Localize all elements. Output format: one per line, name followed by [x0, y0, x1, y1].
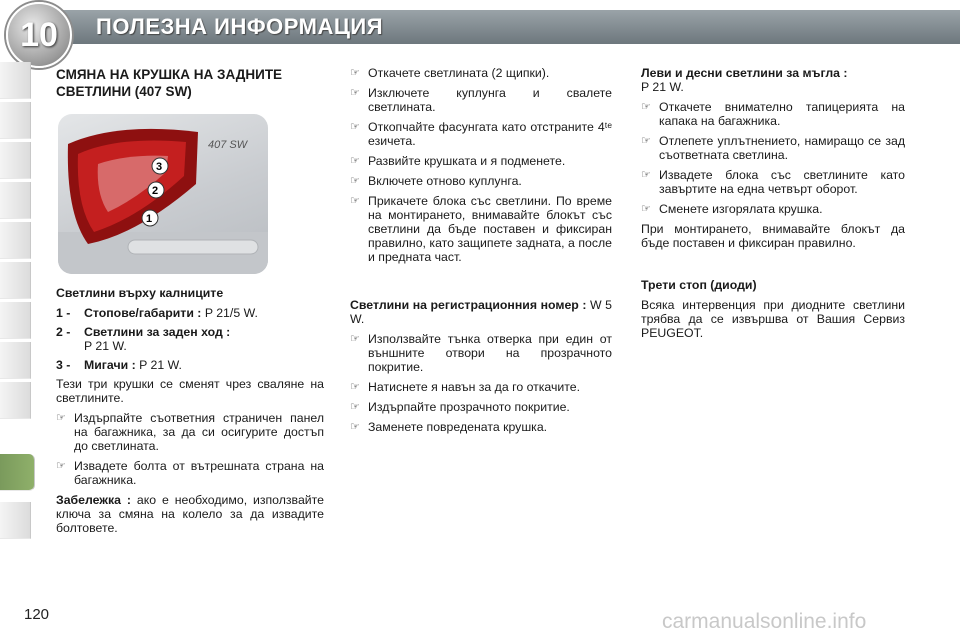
model-badge: 407 SW — [208, 139, 248, 151]
section-heading: Светлини на регистрационния номер : W 5 W. — [350, 298, 613, 326]
chapter-title: ПОЛЕЗНА ИНФОРМАЦИЯ — [96, 14, 384, 39]
pointing-hand-icon: ☞ — [350, 121, 360, 133]
pointing-hand-icon: ☞ — [350, 381, 360, 393]
tail-light-illustration — [58, 114, 268, 274]
list-item: ☞ Развийте крушката и я подменете. — [350, 154, 566, 168]
list-item: ☞ Изключете куплунга и свалете светлината. — [350, 86, 612, 114]
page-number: 120 — [24, 606, 50, 623]
pointing-hand-icon: ☞ — [641, 101, 651, 113]
list-item: ☞ Отлепете уплътнението, намиращо се зад съответната светлина. — [641, 134, 905, 162]
marker-3 — [152, 158, 168, 174]
column-left — [56, 66, 324, 541]
list-item: ☞ Издърпайте прозрачното покритие. — [350, 400, 570, 414]
list-item: ☞ Прикачете блока със светлини. По време на монтирането, внимавайте блокът със светлини да бъде поставен и фиксиран правилно, като защипете задната, а после и предната част. — [350, 194, 612, 264]
chapter-tab[interactable] — [0, 382, 31, 419]
list-item: ☞ Сменете изгорялата крушка. — [641, 202, 823, 216]
list-item: ☞ Издърпайте съответния страничен панел на багажника, за да си осигурите достъп до светлината. — [56, 411, 324, 453]
pointing-hand-icon: ☞ — [350, 155, 360, 167]
svg-text:1: 1 — [146, 213, 153, 225]
subsection-title: Трети стоп (диоди) — [641, 278, 757, 292]
chapter-tab[interactable] — [0, 102, 31, 139]
list-item: ☞ Използвайте тънка отверка при един от външните отвори на прозрачното покритие. — [350, 332, 612, 374]
bulb-item: 2 - Светлини за заден ход : P 21 W. — [56, 325, 231, 353]
marker-2 — [148, 182, 164, 198]
list-item: ☞ Включете отново куплунга. — [350, 174, 522, 188]
chapter-tab[interactable] — [0, 62, 31, 99]
list-item: ☞ Извадете блока със светлините като завъртите на една четвърт оборот. — [641, 168, 905, 196]
subsection-title: Светлини върху калниците — [56, 286, 224, 300]
pointing-hand-icon: ☞ — [641, 135, 651, 147]
section-title: СМЯНА НА КРУШКА НА ЗАДНИТЕ СВЕТЛИНИ (407 SW) — [56, 67, 283, 99]
pointing-hand-icon: ☞ — [350, 175, 360, 187]
list-item: ☞ Натиснете я навън за да го откачите. — [350, 380, 581, 394]
pointing-hand-icon: ☞ — [350, 421, 360, 433]
chapter-number-badge: 10 — [6, 2, 72, 68]
chapter-tab[interactable] — [0, 182, 31, 219]
list-item: ☞ Откачете светлината (2 щипки). — [350, 66, 550, 80]
chapter-tab[interactable] — [0, 222, 31, 259]
chapter-tab[interactable] — [0, 262, 31, 299]
column-middle — [350, 66, 612, 440]
bulb-item: 3 - Мигачи : P 21 W. — [56, 358, 182, 372]
chapter-tab[interactable] — [0, 142, 31, 179]
pointing-hand-icon: ☞ — [56, 460, 66, 472]
list-item: ☞ Заменете повредената крушка. — [350, 420, 548, 434]
pointing-hand-icon: ☞ — [350, 87, 360, 99]
list-item: ☞ Откопчайте фасунгата като отстраните 4ᵗᵉ езичета. — [350, 120, 612, 148]
chapter-tabs — [0, 62, 32, 572]
svg-text:2: 2 — [152, 185, 159, 197]
section-heading: Леви и десни светлини за мъгла : P 21 W. — [641, 66, 848, 94]
pointing-hand-icon: ☞ — [350, 401, 360, 413]
paragraph: Тези три крушки се сменят чрез сваляне на светлините. — [56, 377, 324, 405]
list-item: ☞ Извадете болта от вътрешната страна на багажника. — [56, 459, 324, 487]
watermark: carmanualsonline.info — [662, 610, 867, 633]
svg-text:3: 3 — [156, 161, 163, 173]
column-right — [641, 66, 905, 346]
page-header — [0, 0, 960, 52]
tail-light-photo — [58, 114, 268, 274]
pointing-hand-icon: ☞ — [641, 169, 651, 181]
pointing-hand-icon: ☞ — [350, 67, 360, 79]
list-item: ☞ Откачете внимателно тапицерията на капака на багажника. — [641, 100, 905, 128]
pointing-hand-icon: ☞ — [56, 412, 66, 424]
pointing-hand-icon: ☞ — [350, 333, 360, 345]
chapter-tab[interactable] — [0, 302, 31, 339]
marker-1 — [142, 210, 158, 226]
paragraph: При монтирането, внимавайте блокът да бъде поставен и фиксиран правилно. — [641, 222, 905, 250]
pointing-hand-icon: ☞ — [641, 203, 651, 215]
note: Забележка : ако е необходимо, използвайте ключа за смяна на колело за да извадите болтовете. — [56, 493, 324, 535]
chapter-tab[interactable] — [0, 502, 31, 539]
paragraph: Всяка интервенция при диодните светлини трябва да се извършва от Вашия Сервиз PEUGEOT. — [641, 298, 905, 340]
pointing-hand-icon: ☞ — [350, 195, 360, 207]
chapter-tab-active[interactable] — [0, 454, 35, 491]
chapter-tab[interactable] — [0, 342, 31, 379]
bulb-item: 1 - Стопове/габарити : P 21/5 W. — [56, 306, 258, 320]
